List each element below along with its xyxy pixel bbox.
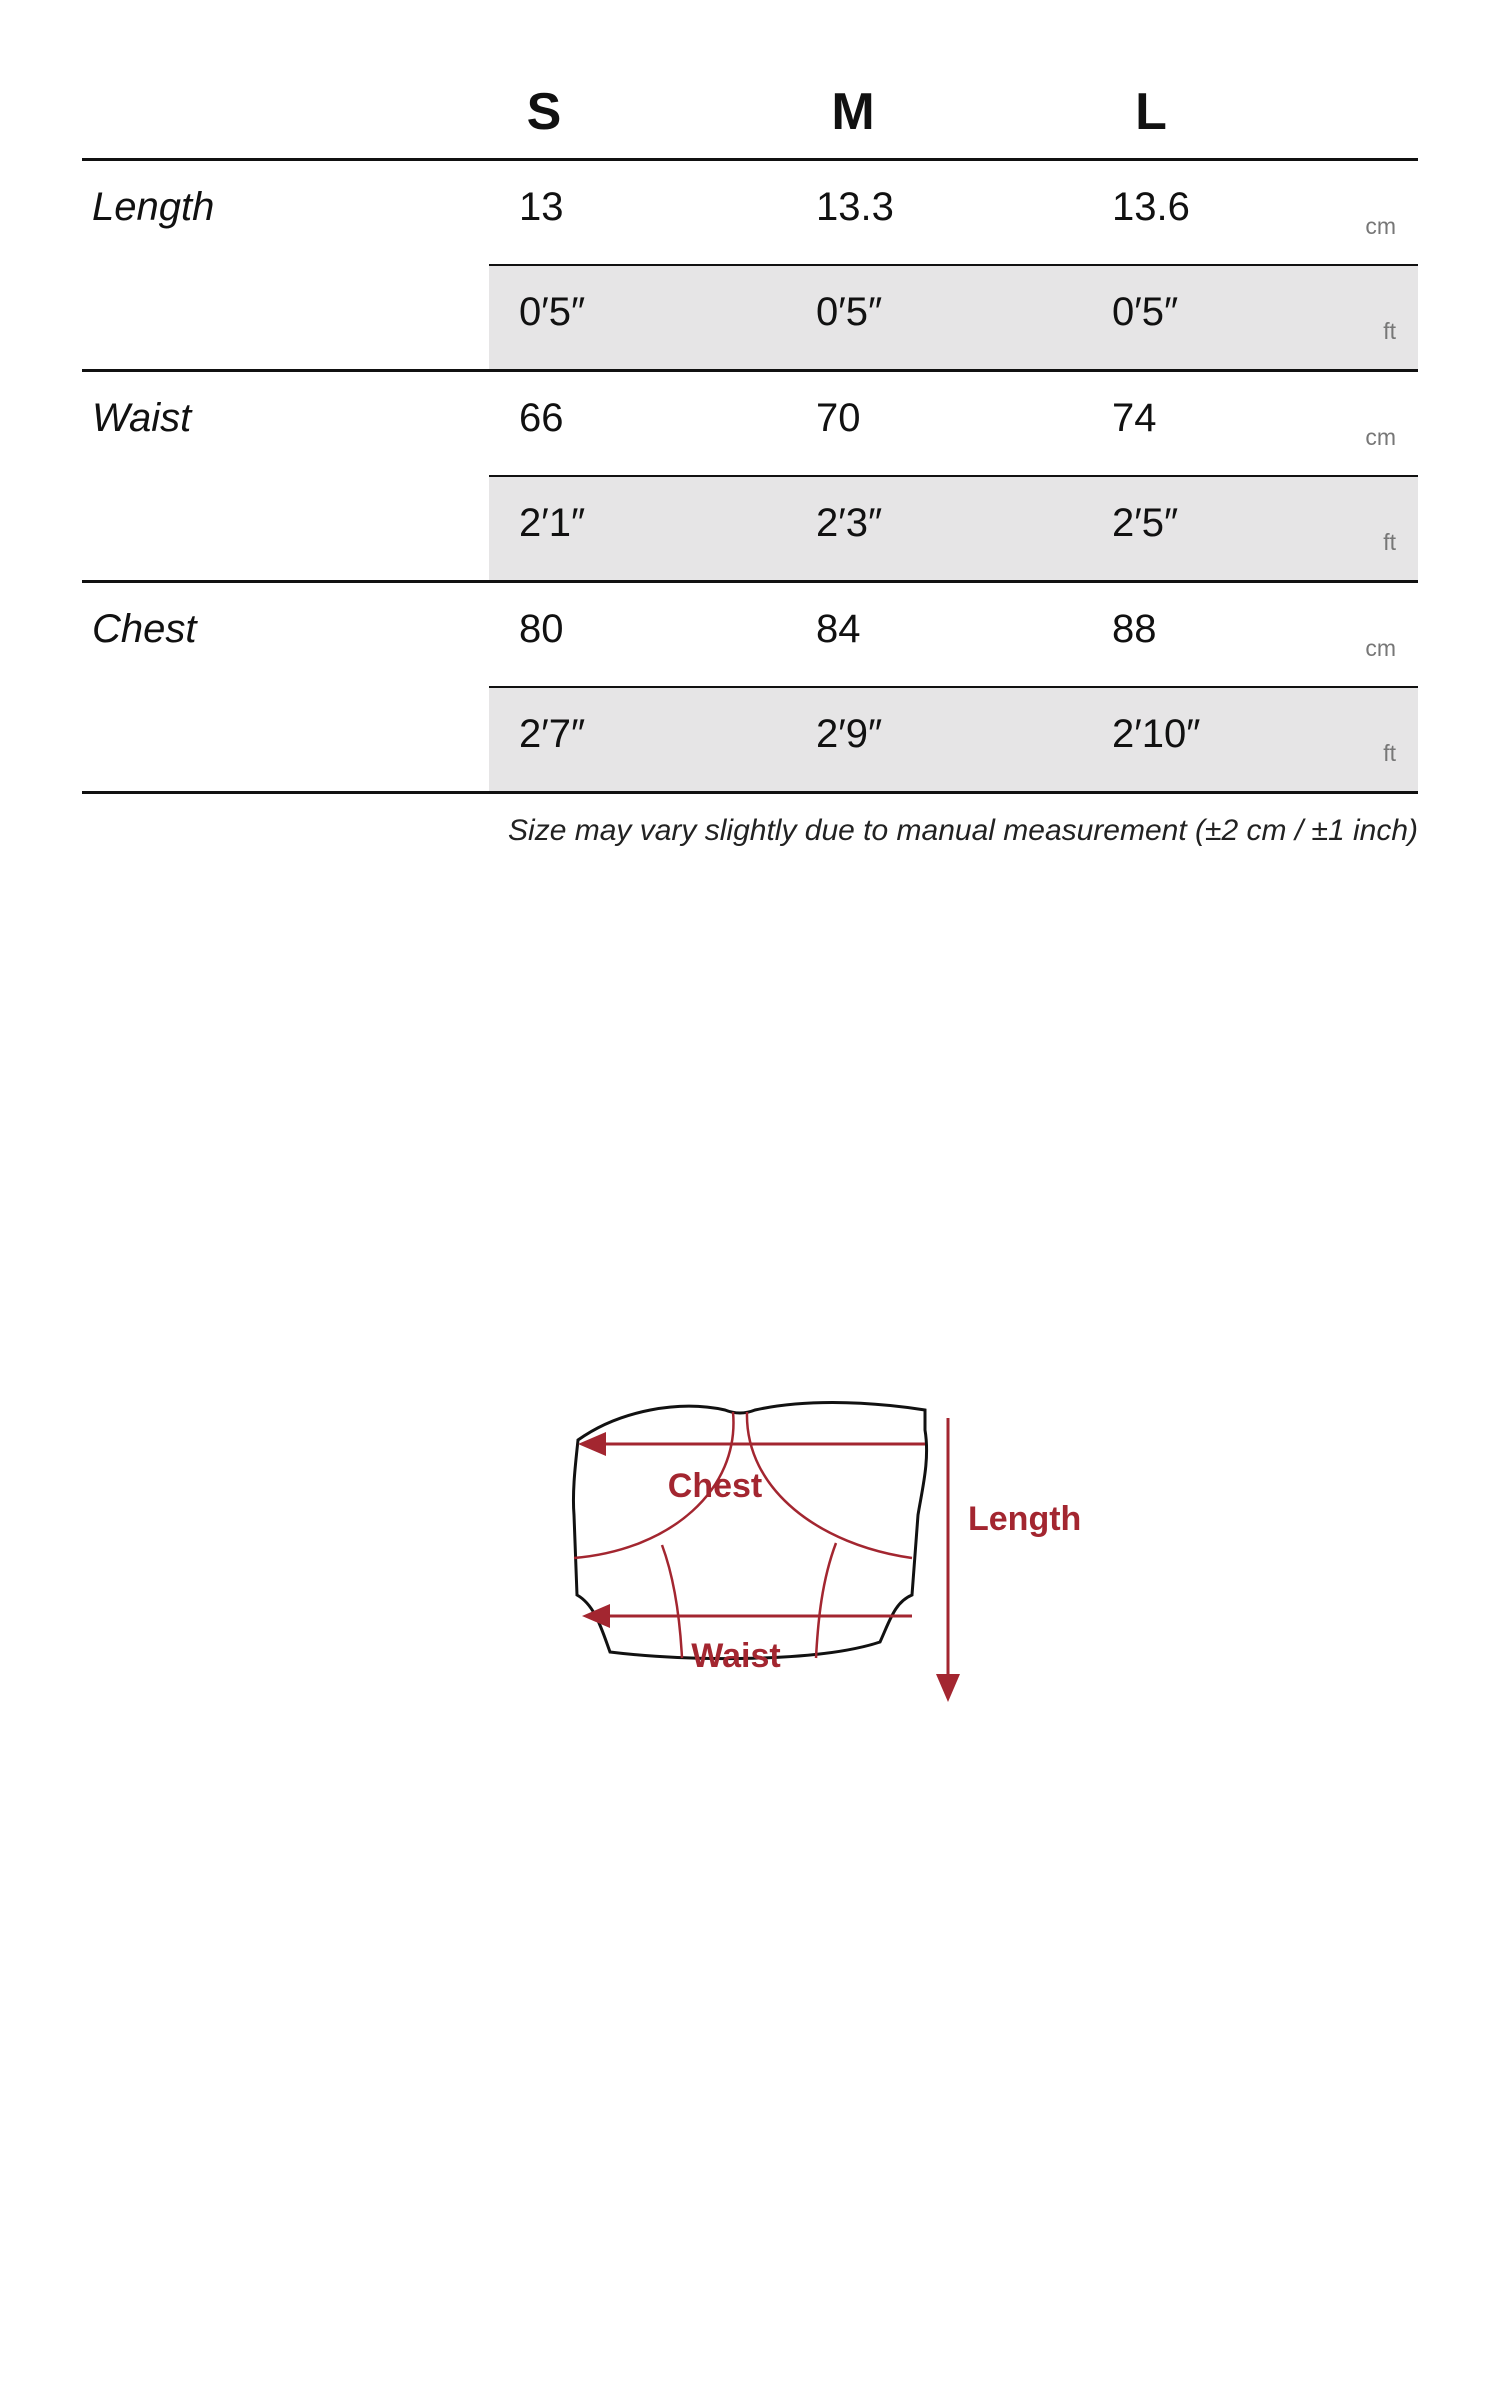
cell-length-s-cm: 13 [519, 185, 564, 229]
measure-group-waist [82, 372, 1418, 580]
chest-arrow [578, 1432, 925, 1456]
unit-ft: ft [1383, 529, 1396, 555]
cell-waist-l-ft: 2′5″ [1112, 501, 1179, 545]
table-row [489, 688, 1418, 791]
table-row [489, 266, 1418, 369]
bandeau-top-diagram [560, 1380, 1100, 1710]
measure-label-length: Length [92, 185, 215, 229]
waist-arrow [582, 1604, 912, 1628]
cell-length-s-ft: 0′5″ [519, 290, 586, 334]
cell-waist-s-cm: 66 [519, 396, 564, 440]
seam-lines [574, 1412, 912, 1658]
length-arrow [936, 1418, 960, 1702]
left-panel-seam [662, 1545, 682, 1658]
table-rule [82, 791, 1418, 794]
size-s-header: S [526, 83, 562, 141]
waist-label: Waist [691, 1637, 781, 1675]
cell-waist-l-cm: 74 [1112, 396, 1157, 440]
measure-group-chest [82, 583, 1418, 791]
unit-cm: cm [1365, 635, 1396, 661]
cell-length-l-ft: 0′5″ [1112, 290, 1179, 334]
measurement-diagram [560, 1380, 1100, 1710]
size-m-header: M [831, 83, 875, 141]
cell-length-m-cm: 13.3 [816, 185, 894, 229]
cell-chest-m-ft: 2′9″ [816, 712, 883, 756]
cell-chest-s-cm: 80 [519, 607, 564, 651]
measure-group-length [82, 161, 1418, 369]
size-header-row [82, 60, 1418, 158]
cell-waist-m-ft: 2′3″ [816, 501, 883, 545]
cell-length-m-ft: 0′5″ [816, 290, 883, 334]
unit-cm: cm [1365, 213, 1396, 239]
unit-ft: ft [1383, 740, 1396, 766]
cell-chest-s-ft: 2′7″ [519, 712, 586, 756]
right-panel-seam [816, 1543, 836, 1658]
length-label: Length [968, 1500, 1082, 1538]
cell-length-l-cm: 13.6 [1112, 185, 1190, 229]
unit-ft: ft [1383, 318, 1396, 344]
table-row [82, 583, 1418, 686]
size-chart [82, 60, 1418, 847]
measurement-note: Size may vary slightly due to manual measurement (±2 cm / ±1 inch) [508, 814, 1418, 847]
unit-cm: cm [1365, 424, 1396, 450]
cell-chest-l-ft: 2′10″ [1112, 712, 1201, 756]
cell-chest-l-cm: 88 [1112, 607, 1157, 651]
table-row [489, 477, 1418, 580]
table-row [82, 161, 1418, 264]
size-l-header: L [1135, 83, 1167, 141]
chest-label: Chest [667, 1467, 763, 1505]
right-cup-seam [747, 1412, 912, 1558]
cell-waist-s-ft: 2′1″ [519, 501, 586, 545]
cell-waist-m-cm: 70 [816, 396, 861, 440]
measure-label-waist: Waist [92, 396, 192, 440]
table-row [82, 372, 1418, 475]
cell-chest-m-cm: 84 [816, 607, 861, 651]
measure-label-chest: Chest [92, 607, 197, 651]
